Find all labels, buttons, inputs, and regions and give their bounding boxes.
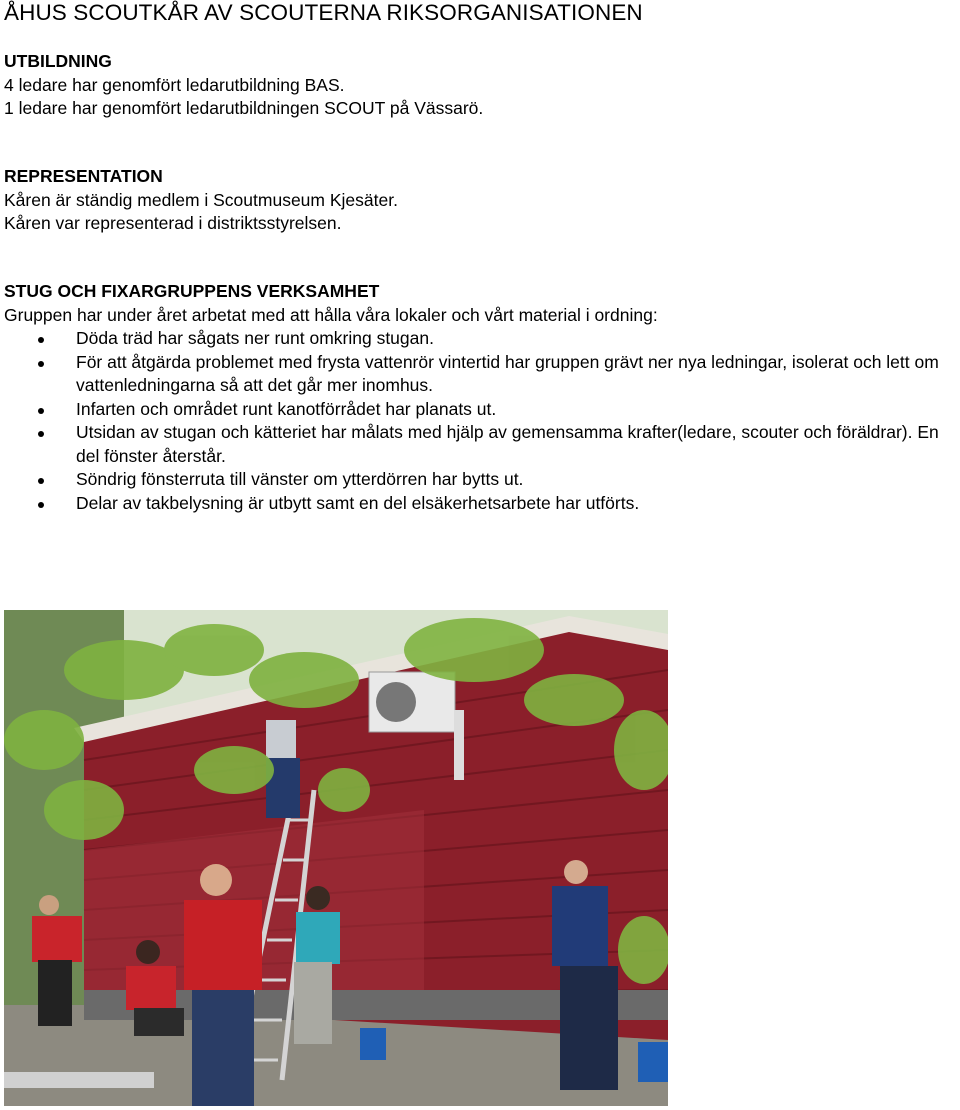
text-line: Kåren var representerad i distriktsstyrelsen. xyxy=(4,213,342,233)
photo-ac-fan xyxy=(376,682,416,722)
bullet-icon xyxy=(38,337,44,343)
list-item-text: Söndrig fönsterruta till vänster om ytterdörren har bytts ut. xyxy=(76,469,524,489)
section-representation xyxy=(4,165,398,236)
list-item xyxy=(4,421,960,468)
list-item-text: Infarten och området runt kanotförrådet har planats ut. xyxy=(76,398,497,419)
list-item-text: Döda träd har sågats ner runt omkring stugan. xyxy=(76,328,434,348)
section-heading: UTBILDNING xyxy=(4,51,112,71)
photo-person-red-shirt-large xyxy=(184,864,262,1106)
photo-pipe xyxy=(454,710,464,780)
intro-text: Gruppen har under året arbetat med att hålla våra lokaler och vårt material i ordning: xyxy=(4,304,658,325)
list-item-text: Utsidan av stugan och kätteriet har målats med hjälp av gemensamma krafter(ledare, scouter och föräldrar). En del fönster återstår. xyxy=(76,422,939,466)
list-item xyxy=(4,327,960,351)
list-item xyxy=(4,351,960,398)
photo-paint-bucket xyxy=(360,1028,386,1060)
bullet-list xyxy=(4,327,960,515)
bullet-icon xyxy=(38,408,44,414)
section-heading: STUG OCH FIXARGRUPPENS VERKSAMHET xyxy=(4,281,380,301)
list-item xyxy=(4,492,960,516)
photo-painting-cabin xyxy=(4,610,668,1106)
bullet-icon xyxy=(38,361,44,367)
text-line: 1 ledare har genomfört ledarutbildningen SCOUT på Vässarö. xyxy=(4,98,484,118)
text-line: Kåren är ständig medlem i Scoutmuseum Kjesäter. xyxy=(4,189,398,210)
list-item-text: För att åtgärda problemet med frysta vattenrör vintertid har gruppen grävt ner nya ledningar, isolerat och lett om vattenledningarna så att det går mer inomhus. xyxy=(76,351,939,395)
list-item xyxy=(4,468,960,492)
section-utbildning xyxy=(4,50,483,121)
list-item-text: Delar av takbelysning är utbytt samt en del elsäkerhetsarbete har utförts. xyxy=(76,492,640,513)
section-stug-och-fixargrupp xyxy=(4,280,960,515)
text-line: 4 ledare har genomfört ledarutbildning BAS. xyxy=(4,74,345,95)
bullet-icon xyxy=(38,431,44,437)
list-item xyxy=(4,398,960,422)
bullet-icon xyxy=(38,478,44,484)
photo-ground-ladder xyxy=(4,1072,154,1088)
photo-paint-bucket xyxy=(638,1042,668,1082)
section-heading: REPRESENTATION xyxy=(4,166,163,186)
bullet-icon xyxy=(38,502,44,508)
document-title: ÅHUS SCOUTKÅR AV SCOUTERNA RIKSORGANISATIONEN xyxy=(4,0,643,25)
